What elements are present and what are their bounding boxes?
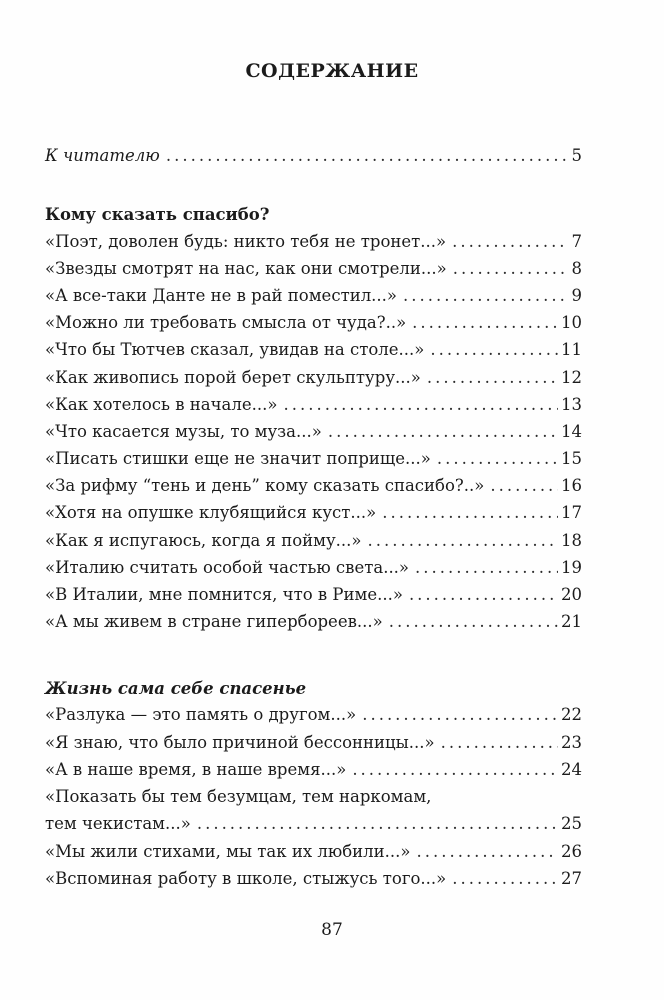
leader-dots	[430, 340, 558, 359]
toc-entry	[45, 232, 582, 258]
toc-entry	[45, 733, 582, 759]
toc-entry	[45, 842, 582, 868]
toc-entry-page: 18	[561, 531, 582, 550]
toc-entry-text-line1: «Показать бы тем безумцам, тем наркомам,	[45, 787, 432, 806]
toc-entry-text: «Что бы Тютчев сказал, увидав на столе...»	[45, 340, 425, 359]
leader-dots	[452, 869, 558, 888]
toc-entry-text: «А мы живем в стране гипербореев...»	[45, 612, 383, 631]
toc-entry	[45, 760, 582, 786]
toc-entry	[45, 585, 582, 611]
page-number: 87	[321, 920, 343, 940]
toc-entry-text: «Писать стишки еще не значит поприще...»	[45, 449, 431, 468]
toc-entry	[45, 869, 582, 895]
toc-entry-page: 19	[561, 558, 582, 577]
toc-entry-page: 20	[561, 585, 582, 604]
toc-entry-page: 27	[561, 869, 582, 888]
toc-entry	[45, 259, 582, 285]
toc-entry-text: «Как живопись порой берет скульптуру...»	[45, 368, 421, 387]
toc-entry-page: 8	[571, 259, 582, 278]
contents-title: СОДЕРЖАНИЕ	[245, 60, 419, 82]
leader-dots	[368, 531, 558, 550]
toc-entry-text: «Разлука — это память о другом...»	[45, 705, 357, 724]
toc-entry-page: 10	[561, 313, 582, 332]
toc-entry-text: «Как хотелось в начале...»	[45, 395, 278, 414]
toc-entry	[45, 558, 582, 584]
leader-dots	[283, 395, 558, 414]
toc-entry	[45, 503, 582, 529]
leader-dots	[389, 612, 558, 631]
leader-dots	[166, 146, 569, 165]
toc-entry	[45, 476, 582, 502]
leader-dots	[415, 558, 558, 577]
leader-dots	[412, 313, 558, 332]
toc-entry-text: «Можно ли требовать смысла от чуда?..»	[45, 313, 407, 332]
toc-entry-page: 13	[561, 395, 582, 414]
toc-entry-text: «Вспоминая работу в школе, стыжусь того...»	[45, 869, 447, 888]
toc-entry-text: «А в наше время, в наше время...»	[45, 760, 347, 779]
leader-dots	[328, 422, 558, 441]
leader-dots	[352, 760, 558, 779]
toc-entry-intro	[45, 146, 582, 172]
toc-entry	[45, 612, 582, 638]
toc-entry-page: 11	[561, 340, 582, 359]
toc-entry	[45, 422, 582, 448]
toc-entry	[45, 449, 582, 475]
toc-entry-page: 14	[561, 422, 582, 441]
section-heading-2: Жизнь сама себе спасенье	[45, 679, 307, 698]
toc-entry-text-line2: тем чекистам...»	[45, 814, 191, 833]
toc-entry	[45, 395, 582, 421]
toc-entry-text: «Мы жили стихами, мы так их любили...»	[45, 842, 411, 861]
toc-entry-text: «Я знаю, что было причиной бессонницы...»	[45, 733, 435, 752]
toc-entry-text: К читателю	[45, 146, 160, 165]
leader-dots	[427, 368, 558, 387]
toc-entry-text: «Поэт, доволен будь: никто тебя не тронет...»	[45, 232, 447, 251]
leader-dots	[453, 259, 569, 278]
section-heading-1: Кому сказать спасибо?	[45, 205, 270, 224]
toc-entry	[45, 531, 582, 557]
toc-entry-page: 24	[561, 760, 582, 779]
leader-dots	[197, 814, 558, 833]
toc-entry-page: 23	[561, 733, 582, 752]
leader-dots	[409, 585, 558, 604]
toc-entry-page: 25	[561, 814, 582, 833]
toc-entry-multiline	[45, 814, 582, 840]
toc-entry-page: 26	[561, 842, 582, 861]
leader-dots	[362, 705, 558, 724]
toc-entry-text: «В Италии, мне помнится, что в Риме...»	[45, 585, 403, 604]
toc-entry-page: 21	[561, 612, 582, 631]
toc-entry-page: 17	[561, 503, 582, 522]
toc-entry	[45, 286, 582, 312]
toc-entry-page: 15	[561, 449, 582, 468]
toc-entry-page: 12	[561, 368, 582, 387]
toc-entry-text: «Италию считать особой частью света...»	[45, 558, 410, 577]
toc-entry	[45, 705, 582, 731]
toc-entry-page: 9	[571, 286, 582, 305]
leader-dots	[416, 842, 558, 861]
toc-entry	[45, 340, 582, 366]
toc-entry-page: 16	[561, 476, 582, 495]
leader-dots	[403, 286, 568, 305]
toc-entry-text: «Как я испугаюсь, когда я пойму...»	[45, 531, 362, 550]
toc-entry-text: «Хотя на опушке клубящийся куст...»	[45, 503, 377, 522]
toc-entry-text: «Что касается музы, то муза...»	[45, 422, 322, 441]
leader-dots	[490, 476, 558, 495]
leader-dots	[382, 503, 558, 522]
toc-entry-text: «Звезды смотрят на нас, как они смотрели...»	[45, 259, 447, 278]
toc-entry	[45, 313, 582, 339]
toc-entry-page: 5	[571, 146, 582, 165]
toc-entry-text: «За рифму “тень и день” кому сказать спасибо?..»	[45, 476, 485, 495]
toc-entry	[45, 368, 582, 394]
toc-entry-page: 22	[561, 705, 582, 724]
leader-dots	[441, 733, 558, 752]
toc-entry-page: 7	[571, 232, 582, 251]
leader-dots	[437, 449, 558, 468]
toc-entry-text: «А все-таки Данте не в рай поместил...»	[45, 286, 398, 305]
leader-dots	[452, 232, 568, 251]
